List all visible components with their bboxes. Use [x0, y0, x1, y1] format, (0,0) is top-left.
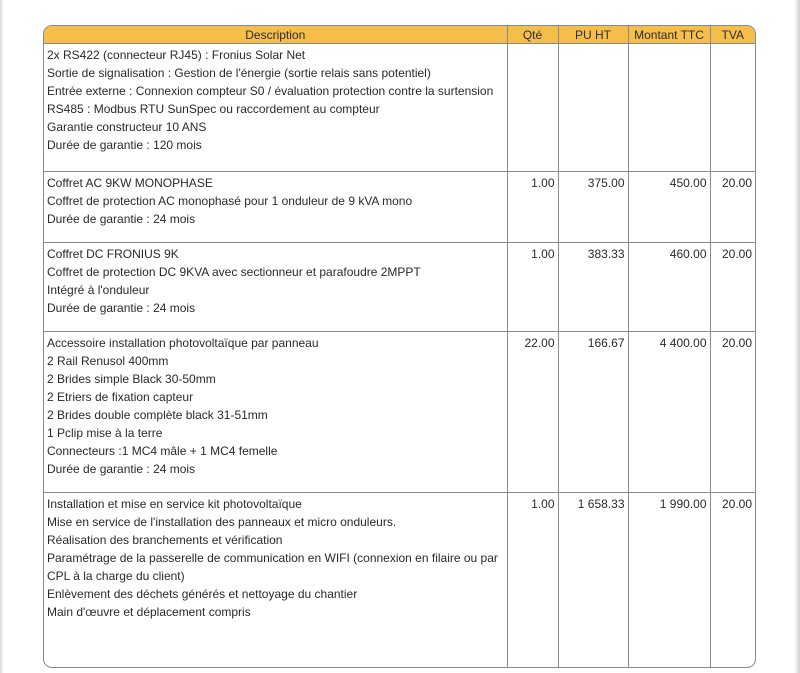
row-description: [44, 332, 507, 493]
page-shadow-right: [794, 0, 800, 673]
description-line: CPL à la charge du client): [47, 569, 185, 583]
table-row: [44, 332, 755, 493]
row-description: [44, 493, 507, 669]
description-line: Garantie constructeur 10 ANS: [47, 120, 207, 134]
row-qty: 1.00: [507, 172, 558, 243]
row-pu-ht: 166.67: [558, 332, 628, 493]
description-line: Coffret DC FRONIUS 9K: [47, 247, 179, 261]
column-header-montant-ttc: Montant TTC: [628, 26, 710, 44]
description-line: Accessoire installation photovoltaïque par panneau: [47, 336, 319, 350]
description-line: Durée de garantie : 24 mois: [47, 212, 196, 226]
row-qty: 1.00: [507, 493, 558, 669]
table-row: [44, 243, 755, 332]
row-tva: 20.00: [710, 493, 755, 669]
description-line: 2 Etriers de fixation capteur: [47, 390, 194, 404]
table-row: [44, 493, 755, 669]
description-line: Entrée externe : Connexion compteur S0 / évaluation protection contre la surtension: [47, 84, 494, 98]
column-header-description: Description: [44, 26, 507, 44]
description-line: 1 Pclip mise à la terre: [47, 426, 163, 440]
row-pu-ht: 1 658.33: [558, 493, 628, 669]
description-line: RS485 : Modbus RTU SunSpec ou raccordement au compteur: [47, 102, 380, 116]
row-qty: [507, 44, 558, 172]
table-row: [44, 172, 755, 243]
description-line: 2 Rail Renusol 400mm: [47, 354, 169, 368]
row-description: [44, 44, 507, 172]
column-header-qty: Qté: [507, 26, 558, 44]
description-line: Durée de garantie : 120 mois: [47, 138, 202, 152]
description-line: Enlèvement des déchets générés et nettoyage du chantier: [47, 587, 358, 601]
row-montant-ttc: 450.00: [628, 172, 710, 243]
row-description: [44, 243, 507, 332]
description-line: Durée de garantie : 24 mois: [47, 301, 196, 315]
description-line: Réalisation des branchements et vérification: [47, 533, 283, 547]
row-montant-ttc: 460.00: [628, 243, 710, 332]
description-line: 2x RS422 (connecteur RJ45) : Fronius Solar Net: [47, 48, 306, 62]
row-qty: 1.00: [507, 243, 558, 332]
description-line: Paramétrage de la passerelle de communication en WIFI (connexion en filaire ou par: [47, 551, 498, 565]
description-line: Durée de garantie : 24 mois: [47, 462, 196, 476]
description-line: Installation et mise en service kit photovoltaïque: [47, 497, 302, 511]
quote-table: [43, 25, 756, 668]
description-line: Intégré à l'onduleur: [47, 283, 150, 297]
row-montant-ttc: 4 400.00: [628, 332, 710, 493]
row-montant-ttc: [628, 44, 710, 172]
row-pu-ht: 383.33: [558, 243, 628, 332]
description-line: Sortie de signalisation : Gestion de l'énergie (sortie relais sans potentiel): [47, 66, 431, 80]
table-header-row: [44, 26, 755, 44]
row-pu-ht: 375.00: [558, 172, 628, 243]
row-description: [44, 172, 507, 243]
row-pu-ht: [558, 44, 628, 172]
row-qty: 22.00: [507, 332, 558, 493]
row-tva: 20.00: [710, 332, 755, 493]
column-header-pu-ht: PU HT: [558, 26, 628, 44]
table-row: [44, 44, 755, 172]
description-line: 2 Brides double complète black 31-51mm: [47, 408, 268, 422]
column-header-tva: TVA: [710, 26, 755, 44]
description-line: Mise en service de l'installation des panneaux et micro onduleurs.: [47, 515, 397, 529]
page-shadow-left: [0, 0, 4, 673]
row-montant-ttc: 1 990.00: [628, 493, 710, 669]
row-tva: [710, 44, 755, 172]
description-line: Coffret de protection AC monophasé pour 1 onduleur de 9 kVA mono: [47, 194, 413, 208]
row-tva: 20.00: [710, 172, 755, 243]
description-line: 2 Brides simple Black 30-50mm: [47, 372, 216, 386]
row-tva: 20.00: [710, 243, 755, 332]
description-line: Main d'œuvre et déplacement compris: [47, 605, 251, 619]
description-line: Coffret de protection DC 9KVA avec sectionneur et parafoudre 2MPPT: [47, 265, 421, 279]
description-line: Connecteurs :1 MC4 mâle + 1 MC4 femelle: [47, 444, 278, 458]
description-line: Coffret AC 9KW MONOPHASE: [47, 176, 213, 190]
